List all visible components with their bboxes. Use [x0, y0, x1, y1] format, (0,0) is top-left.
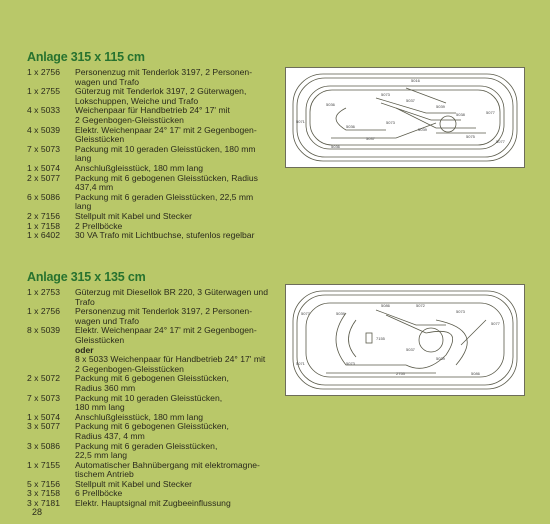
track-part-label: 5037 [366, 136, 375, 141]
item-description [75, 126, 293, 145]
description-line: Weichenpaar für Handbetrieb 24° 17' mit [75, 105, 230, 116]
parts-list-item [27, 145, 293, 164]
item-quantity: 1 x 2755 [27, 86, 60, 97]
item-quantity: 1 x 6402 [27, 230, 60, 241]
parts-list-item [27, 461, 293, 480]
description-line: 6 Prellböcke [75, 488, 123, 499]
item-quantity: 1 x 2756 [27, 306, 60, 317]
parts-list [27, 288, 293, 509]
description-line: Packung mit 6 geraden Gleisstücken, 22,5 mm [75, 191, 254, 202]
parts-list-item [27, 174, 293, 193]
track-layout-drawing [286, 68, 524, 167]
item-quantity: 7 x 5073 [27, 392, 60, 403]
parts-list-item [27, 374, 293, 393]
description-line: 437,4 mm [75, 182, 114, 193]
item-quantity: 1 x 7155 [27, 459, 60, 470]
track-diagram-1 [285, 67, 525, 168]
description-line: Radius 437, 4 mm [75, 430, 145, 441]
parts-list-item [27, 307, 293, 326]
section-title: Anlage 315 x 135 cm [27, 270, 146, 284]
track-diagram-2 [285, 284, 525, 396]
item-description [75, 288, 293, 307]
item-quantity: 2 x 5077 [27, 172, 60, 183]
item-quantity: 8 x 5039 [27, 325, 60, 336]
track-part-label: 5075 [466, 134, 475, 139]
parts-list-item [27, 442, 293, 461]
description-line: Elektr. Weichenpaar 24° 17' mit 2 Gegenbogen- [75, 124, 257, 135]
item-description [75, 326, 293, 374]
item-quantity: 1 x 5074 [27, 411, 60, 422]
item-quantity: 1 x 2756 [27, 67, 60, 77]
description-line: Güterzug mit Tenderlok 3197, 2 Güterwagen, [75, 86, 247, 97]
item-quantity: 4 x 5033 [27, 105, 60, 116]
item-quantity: 7 x 5073 [27, 143, 60, 154]
description-line: Packung mit 6 gebogenen Gleisstücken, [75, 421, 229, 432]
track-part-label: 5073 [456, 309, 465, 314]
item-quantity: 3 x 7158 [27, 488, 60, 499]
track-part-label: 5039 [336, 311, 345, 316]
description-line: Packung mit 6 geraden Gleisstücken, [75, 440, 218, 451]
item-description [75, 193, 293, 212]
description-line: wagen und Trafo [75, 315, 140, 326]
track-part-label: 5086 [381, 303, 390, 308]
item-quantity: 4 x 5039 [27, 124, 60, 135]
description-line: Packung mit 6 gebogenen Gleisstücken, [75, 373, 229, 384]
parts-list [27, 68, 293, 241]
track-part-label: 5016 [411, 78, 420, 83]
description-line: Stellpult mit Kabel und Stecker [75, 478, 193, 489]
description-line: 22,5 mm lang [75, 450, 128, 461]
track-part-label: 5037 [406, 347, 415, 352]
parts-list-item [27, 126, 293, 145]
item-description [75, 174, 293, 193]
description-line: wagen und Trafo [75, 76, 140, 87]
parts-list-item [27, 288, 293, 307]
item-description [75, 374, 293, 393]
description-line: Packung mit 10 geraden Gleisstücken, 180 mm [75, 143, 256, 154]
section-layout-1 [27, 50, 293, 241]
track-part-label: 5077 [486, 110, 495, 115]
parts-list-item [27, 212, 293, 222]
track-part-label: 5039 [436, 104, 445, 109]
section-layout-2 [27, 270, 293, 509]
track-part-label: 5071 [296, 119, 305, 124]
track-part-label: 5086 [471, 371, 480, 376]
track-part-label: 5036 [346, 124, 355, 129]
item-description [75, 231, 293, 241]
description-line: Anschlußgleisstück, 180 mm lang [75, 162, 204, 173]
track-part-label: 5037 [406, 98, 415, 103]
description-line: Automatischer Bahnübergang mit elektromagne- [75, 459, 260, 470]
item-description [75, 461, 293, 480]
parts-list-item [27, 68, 293, 87]
track-part-label: 5073 [346, 361, 355, 366]
description-line: Anschlußgleisstück, 180 mm lang [75, 411, 204, 422]
parts-list-item [27, 87, 293, 106]
track-layout-drawing [286, 285, 524, 395]
parts-list-item [27, 193, 293, 212]
description-line: Packung mit 6 gebogenen Gleisstücken, Radius [75, 172, 258, 183]
description-line: Gleisstücken [75, 134, 125, 145]
description-line: 2 Gegenbogen-Gleisstücken [75, 363, 184, 374]
description-line: Stellpult mit Kabel und Stecker [75, 210, 193, 221]
item-description [75, 106, 293, 125]
description-line: Packung mit 10 geraden Gleisstücken, [75, 392, 223, 403]
description-line: Elektr. Weichenpaar 24° 17' mit 2 Gegenbogen- [75, 325, 257, 336]
track-part-label: 5038 [456, 112, 465, 117]
item-quantity: 3 x 7181 [27, 498, 60, 509]
description-line: lang [75, 201, 92, 212]
description-line: Lokschuppen, Weiche und Trafo [75, 95, 199, 106]
parts-list-item [27, 422, 293, 441]
alternative-label: oder [75, 344, 94, 355]
parts-list-item [27, 326, 293, 374]
item-description [75, 87, 293, 106]
track-part-label: 5073 [386, 120, 395, 125]
page-number: 28 [32, 507, 43, 517]
item-quantity: 5 x 7156 [27, 478, 60, 489]
track-part-label: 7155 [376, 336, 385, 341]
description-line: Gleisstücken [75, 334, 125, 345]
description-line: Personenzug mit Tenderlok 3197, 2 Personen- [75, 306, 253, 317]
item-description [75, 422, 293, 441]
description-line: 180 mm lang [75, 402, 125, 413]
track-part-label: 5073 [381, 92, 390, 97]
track-part-label: 2753 [396, 371, 405, 376]
description-line: 30 VA Trafo mit Lichtbuchse, stufenlos regelbar [75, 230, 255, 241]
parts-list-item [27, 394, 293, 413]
parts-list-item [27, 480, 293, 490]
description-line: Elektr. Hauptsignal mit Zugbeeinflussung [75, 498, 231, 509]
description-line: Personenzug mit Tenderlok 3197, 2 Personen- [75, 67, 253, 77]
track-part-label: 5036 [326, 102, 335, 107]
item-quantity: 2 x 5072 [27, 373, 60, 384]
item-quantity: 1 x 5074 [27, 162, 60, 173]
description-line: lang [75, 153, 92, 164]
description-line: Trafo [75, 296, 95, 307]
item-description [75, 307, 293, 326]
item-quantity: 1 x 2753 [27, 287, 60, 297]
track-part-label: 5072 [416, 303, 425, 308]
track-part-label: 5039 [436, 356, 445, 361]
description-line: Radius 360 mm [75, 382, 136, 393]
description-line: Güterzug mit Diesellok BR 220, 3 Güterwagen und [75, 287, 268, 297]
track-part-label: 5039 [418, 127, 427, 132]
track-part-label: 5077 [496, 139, 505, 144]
item-quantity: 3 x 5086 [27, 440, 60, 451]
item-quantity: 2 x 7156 [27, 210, 60, 221]
track-part-label: 5071 [296, 361, 305, 366]
item-quantity: 1 x 7158 [27, 220, 60, 231]
section-title: Anlage 315 x 115 cm [27, 50, 145, 64]
item-quantity: 3 x 5077 [27, 421, 60, 432]
parts-list-item [27, 231, 293, 241]
item-description [75, 145, 293, 164]
parts-list-item [27, 106, 293, 125]
track-part-label: 5077 [491, 321, 500, 326]
track-part-label: 5036 [331, 144, 340, 149]
description-line: tischem Antrieb [75, 469, 134, 480]
item-description [75, 394, 293, 413]
track-part-label: 5077 [301, 311, 310, 316]
item-description [75, 68, 293, 87]
description-line: 2 Gegenbogen-Gleisstücken [75, 114, 184, 125]
item-description [75, 499, 293, 509]
description-line: 8 x 5033 Weichenpaar für Handbetrieb 24° 17' mit [75, 354, 266, 365]
item-quantity: 6 x 5086 [27, 191, 60, 202]
parts-list-item [27, 499, 293, 509]
description-line: 2 Prellböcke [75, 220, 123, 231]
item-description [75, 442, 293, 461]
